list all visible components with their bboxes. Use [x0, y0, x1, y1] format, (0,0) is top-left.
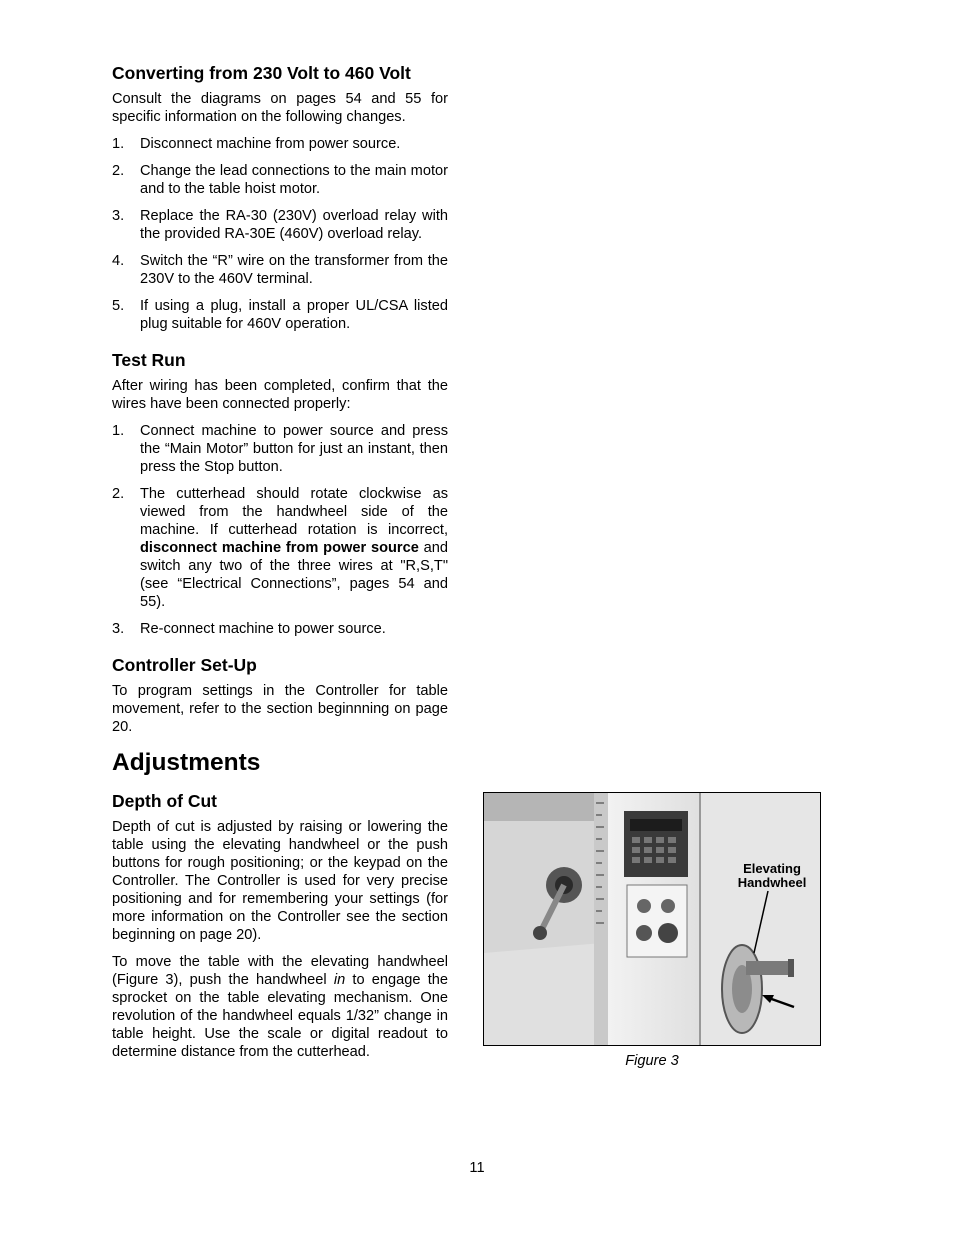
heading-depth-of-cut: Depth of Cut: [112, 791, 217, 811]
depth-para2: To move the table with the elevating handwheel (Figure 3), push the handwheel in to engage the sprocket on the table elevating mechanism. One revolution of the handwheel equals 1/32” change in table height. Use the scale or digital readout to determine distance from the cutterhead.: [112, 954, 448, 1060]
controller-keypad: [624, 811, 688, 877]
figure-caption: Figure 3: [625, 1053, 679, 1069]
heading-controller: Controller Set-Up: [112, 655, 257, 675]
push-button-panel: [627, 885, 687, 957]
converting-steps: [112, 135, 448, 333]
list-item: 5. If using a plug, install a proper UL/CSA listed plug suitable for 460V operation.: [112, 298, 448, 332]
controller-text: To program settings in the Controller for table movement, refer to the section beginnning on page 20.: [112, 683, 448, 735]
list-item: 4. Switch the “R” wire on the transformer from the 230V to the 460V terminal.: [112, 253, 448, 287]
page-number: 11: [469, 1160, 485, 1176]
test-run-steps: [112, 422, 448, 638]
test-run-intro: After wiring has been completed, confirm that the wires have been connected properly:: [112, 378, 448, 412]
figure-3-photo: [483, 792, 821, 1046]
figure-label-line1: Elevating: [743, 861, 801, 876]
list-item: 1. Disconnect machine from power source.: [112, 136, 401, 152]
list-item: 2. Change the lead connections to the main motor and to the table hoist motor.: [112, 163, 448, 197]
figure-label-line2: Handwheel: [737, 875, 807, 890]
text-column: [112, 62, 448, 1070]
converting-intro: Consult the diagrams on pages 54 and 55 for specific information on the following changes.: [112, 91, 448, 125]
list-item: 3. Re-connect machine to power source.: [112, 621, 386, 637]
list-item: 1. Connect machine to power source and press the “Main Motor” button for just an instant, then press the Stop button.: [112, 423, 448, 475]
heading-test-run: Test Run: [112, 350, 186, 370]
heading-adjustments: Adjustments: [112, 749, 261, 776]
heading-converting: Converting from 230 Volt to 460 Volt: [112, 63, 411, 83]
list-item: 2. The cutterhead should rotate clockwise as viewed from the handwheel side of the machine. If cutterhead rotation is incorrect, disconnect machine from power source and switch any two of the three wires at "R,S,T" (see “Electrical Connections”, pages 54 and 55).: [112, 486, 449, 610]
list-item: 3. Replace the RA-30 (230V) overload relay with the provided RA-30E (460V) overload relay.: [112, 208, 448, 242]
depth-para1: Depth of cut is adjusted by raising or lowering the table using the elevating handwheel or the push buttons for rough positioning; or the keypad on the Controller. The Controller is used for very precise positioning and for remembering your settings (for more information on the Controller see the section beginning on page 20).: [112, 819, 448, 943]
